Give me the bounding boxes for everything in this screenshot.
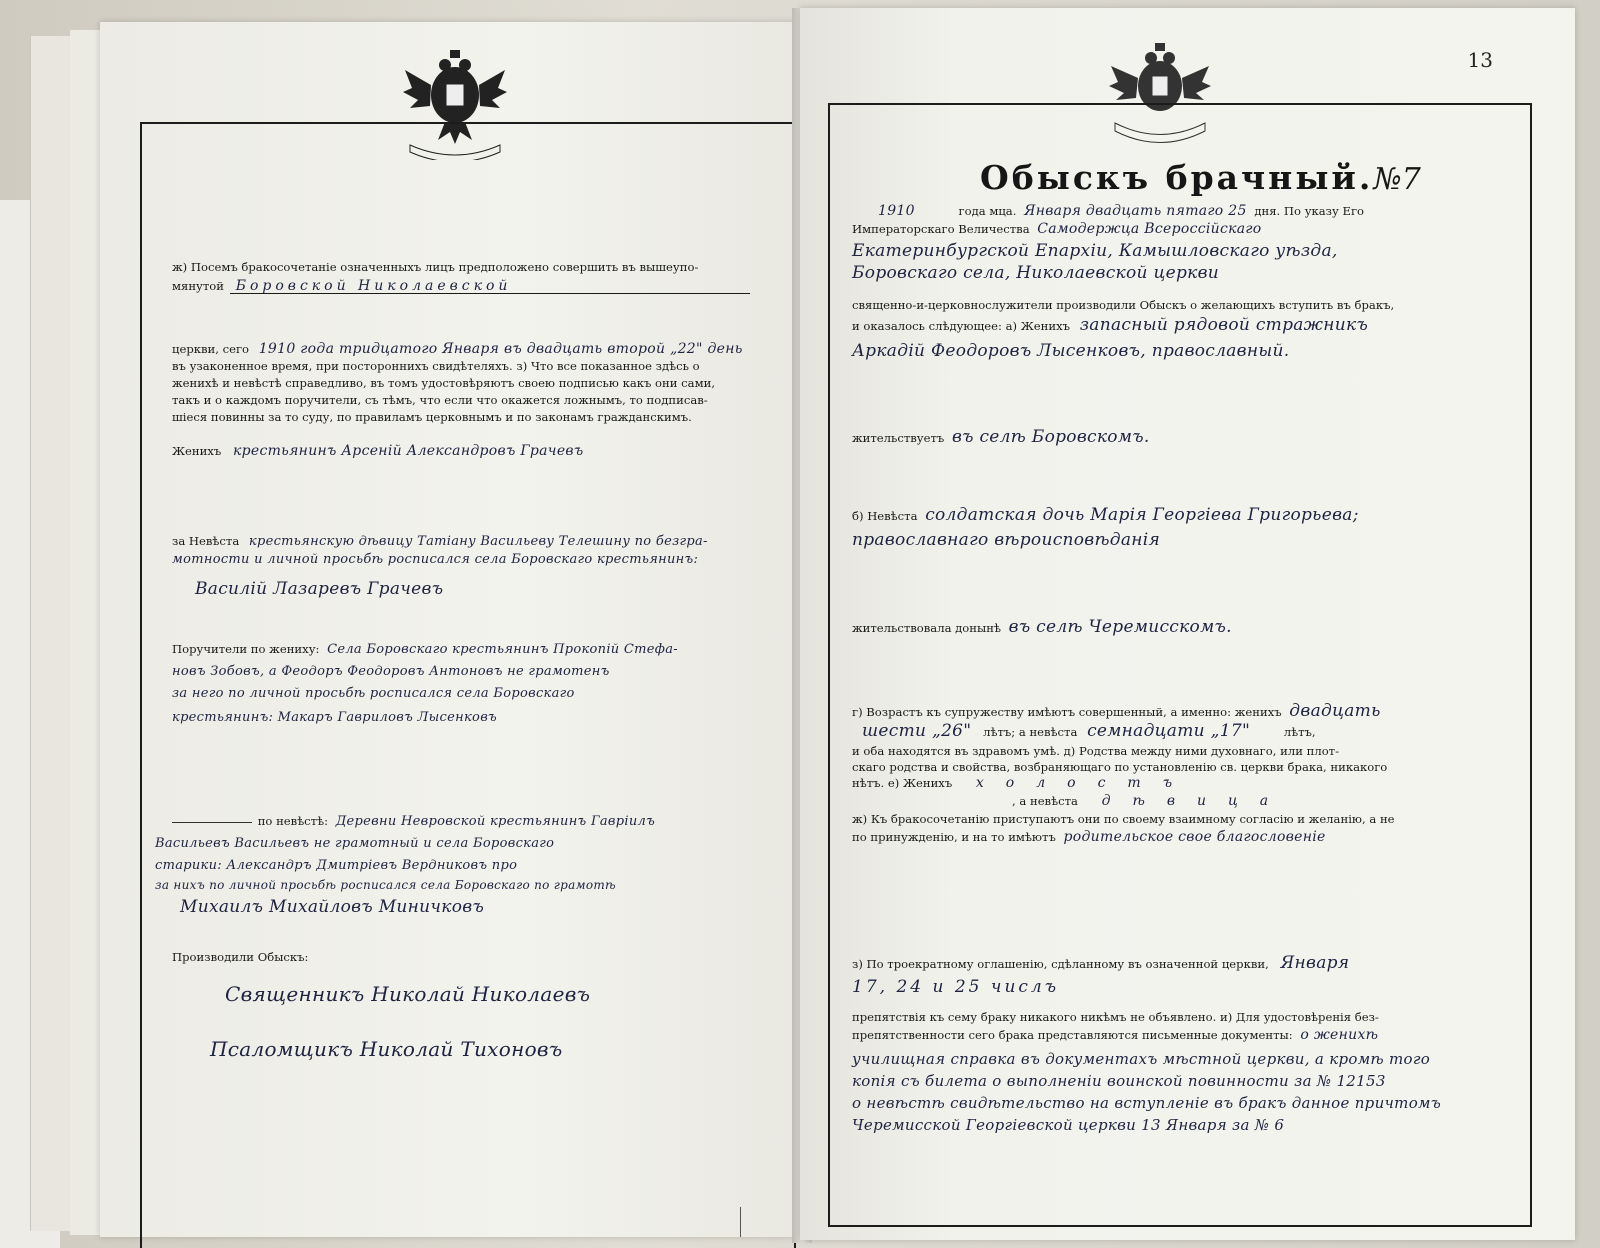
bride-signature-row-2: мотности и личной просьбѣ росписался села Боровскаго крестьянинъ:: [172, 552, 699, 567]
left-page: [100, 22, 800, 1237]
suppose-line-2: мянутой Боровской Николаевской: [172, 278, 512, 294]
bride-sponsors-row-5: Михаилъ Михайловъ Миничковъ: [180, 897, 485, 917]
age-row-4: скаго родства и свойства, возбраняющаго по установленію св. церкви брака, никакого: [852, 760, 1388, 774]
documents-row-3: копія съ билета о выполненіи воинской повинности за № 12153: [852, 1072, 1386, 1090]
groom-sponsors-row-4: крестьянинъ: Макаръ Гавриловъ Лысенковъ: [172, 710, 498, 725]
documents-row-2: училищная справка въ документахъ мѣстной церкви, а кромѣ того: [852, 1050, 1431, 1068]
bride-residence-row: жительствовала донынѣ въ селѣ Черемисскомъ.: [852, 617, 1232, 637]
age-row-3: и оба находятся въ здравомъ умѣ. д) Родства между ними духовнаго, или плот-: [852, 744, 1340, 758]
groom-sponsors-row-1: Поручители по жениху: Села Боровскаго крестьянинъ Прокопій Стефа-: [172, 642, 678, 657]
groom-signature-row: Женихъ крестьянинъ Арсеній Александровъ Грачевъ: [172, 443, 584, 459]
page-title: Обыскъ брачный.№7: [980, 158, 1421, 197]
consent-row-1: ж) Къ бракосочетанію приступаютъ они по своему взаимному согласію и желанію, а не: [852, 812, 1395, 826]
priest-signature: Священникъ Николай Николаевъ: [225, 982, 591, 1006]
age-row-2: шести „26" лѣтъ; а невѣста семнадцати „17" лѣтъ,: [862, 721, 1316, 741]
banns-row-2: 17, 24 и 25 числъ: [852, 977, 1060, 997]
documents-row-1: препятственности сего брака представляются письменные документы: о женихѣ: [852, 1027, 1379, 1043]
bride-faith-row: православнаго вѣроисповѣданія: [852, 530, 1161, 550]
consent-row-2: по принужденію, и на то имѣютъ родительское свое благословеніе: [852, 829, 1326, 845]
record-date-row: 1910 года мца. Января двадцать пятаго 25 дня. По указу Его: [878, 203, 1365, 219]
documents-row-4: о невѣстѣ свидѣтельство на вступленіе въ бракъ данное причтомъ: [852, 1094, 1442, 1112]
groom-row: и оказалось слѣдующее: а) Женихъ запасный рядовой стражникъ: [852, 315, 1369, 335]
suppose-line-6: такъ и о каждомъ поручители, съ тѣмъ, что если что окажется ложнымъ, то подписав-: [172, 393, 708, 407]
record-number: №7: [1373, 162, 1421, 197]
suppose-line-5: женихѣ и невѣстѣ справедливо, въ томъ удостовѣряютъ своею подписью какъ они сами,: [172, 376, 716, 390]
groom-name-row: Аркадій Феодоровъ Лысенковъ, православный.: [852, 341, 1290, 361]
suppose-line-4: въ узаконенное время, при постороннихъ свидѣтеляхъ. з) Что все показанное здѣсь о: [172, 359, 700, 373]
page-number: 13: [1467, 48, 1493, 72]
groom-sponsors-row-2: новъ Зобовъ, а Феодоръ Феодоровъ Антоновъ не грамотенъ: [172, 664, 610, 679]
bride-row: б) Невѣста солдатская дочь Марія Георгіева Григорьева;: [852, 505, 1359, 525]
banns-row-3: препятствія къ сему браку никакого никѣмъ не объявлено. и) Для удостовѣренія без-: [852, 1010, 1379, 1024]
psalmist-signature: Псаломщикъ Николай Тихоновъ: [210, 1037, 563, 1061]
right-page: [800, 8, 1575, 1240]
suppose-line-7: шіеся повинны за то суду, по правиламъ церковнымъ и по законамъ гражданскимъ.: [172, 410, 692, 424]
church-row: Боровскаго села, Николаевской церкви: [852, 263, 1220, 283]
bride-sponsors-row-1: по невѣстѣ: Деревни Невровской крестьянинъ Гавріилъ: [172, 814, 655, 829]
suppose-line-1: ж) Посемъ бракосочетаніе означенныхъ лицъ предположено совершить въ вышеупо-: [172, 260, 699, 274]
diocese-row: Екатеринбургской Епархіи, Камышловскаго уѣзда,: [852, 241, 1338, 261]
documents-row-5: Черемисской Георгіевской церкви 13 Января за № 6: [852, 1116, 1285, 1134]
bride-signer-name: Василій Лазаревъ Грачевъ: [195, 579, 444, 599]
decree-row: Императорскаго Величества Самодержца Всероссійскаго: [852, 221, 1262, 237]
suppose-line-3: церкви, сего 1910 года тридцатого Января въ двадцать второй „22" день: [172, 341, 743, 357]
age-row-1: г) Возрастъ къ супружеству имѣютъ совершенный, а именно: женихъ двадцать: [852, 701, 1381, 721]
groom-sponsors-row-3: за него по личной просьбѣ росписался села Боровскаго: [172, 686, 575, 701]
bride-sponsors-row-3: старики: Александръ Дмитріевъ Вердниковъ про: [155, 858, 518, 873]
bride-sponsors-row-4: за нихъ по личной просьбѣ росписался села Боровскаго по грамотѣ: [155, 878, 616, 892]
clergy-label: Производили Обыскъ:: [172, 950, 309, 964]
banns-row-1: з) По троекратному оглашенію, сдѣланному въ означенной церкви, Января: [852, 953, 1350, 973]
groom-residence-row: жительствуетъ въ селѣ Боровскомъ.: [852, 427, 1150, 447]
bride-signature-row: за Невѣста крестьянскую дѣвицу Татіану Васильеву Телешину по безгра-: [172, 534, 708, 549]
bride-sponsors-row-2: Васильевъ Васильевъ не грамотный и села Боровскаго: [155, 836, 555, 851]
age-row-6: , а невѣста дѣвица: [1012, 793, 1291, 809]
age-row-5: нѣтъ. е) Женихъ холостъ: [852, 775, 1195, 791]
clergy-search-row: священно-и-церковнослужители производили Обыскъ о желающихъ вступить въ бракъ,: [852, 298, 1395, 312]
